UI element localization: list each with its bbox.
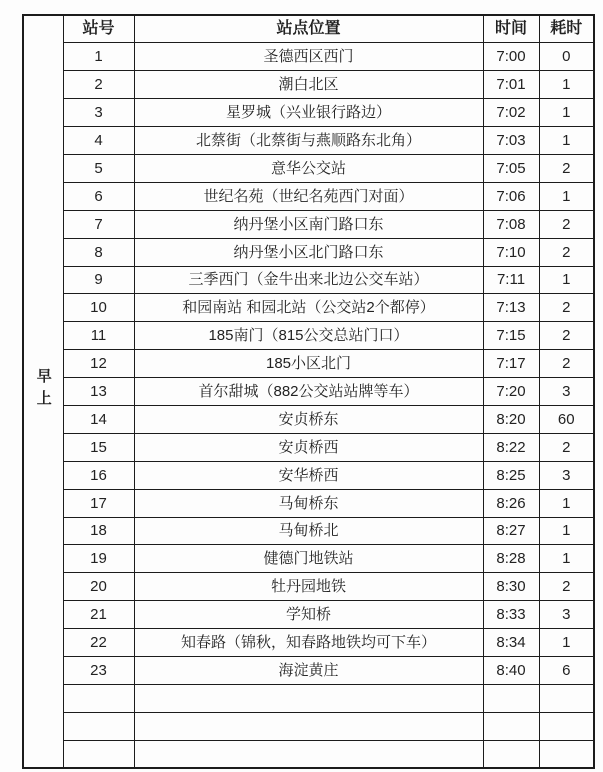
table-row xyxy=(23,154,594,182)
table-row xyxy=(23,71,594,99)
cell-location: 马甸桥东 xyxy=(134,489,483,517)
cell-elapsed: 1 xyxy=(539,71,594,99)
cell-location: 健德门地铁站 xyxy=(134,545,483,573)
cell-station-no xyxy=(63,740,134,768)
cell-location: 马甸桥北 xyxy=(134,517,483,545)
cell-location: 知春路（锦秋，知春路地铁均可下车） xyxy=(134,629,483,657)
table-row xyxy=(23,350,594,378)
table-row xyxy=(23,99,594,127)
cell-station-no: 12 xyxy=(63,350,134,378)
cell-elapsed: 3 xyxy=(539,601,594,629)
cell-location: 185小区北门 xyxy=(134,350,483,378)
cell-station-no: 3 xyxy=(63,99,134,127)
cell-time: 8:28 xyxy=(483,545,539,573)
cell-elapsed: 2 xyxy=(539,322,594,350)
cell-elapsed: 2 xyxy=(539,294,594,322)
cell-station-no: 7 xyxy=(63,210,134,238)
cell-location: 三季西门（金牛出来北边公交车站） xyxy=(134,266,483,294)
table-row xyxy=(23,629,594,657)
cell-time: 7:08 xyxy=(483,210,539,238)
cell-elapsed: 2 xyxy=(539,154,594,182)
cell-station-no: 13 xyxy=(63,378,134,406)
cell-station-no: 2 xyxy=(63,71,134,99)
period-label: 早上 xyxy=(34,368,52,413)
cell-location: 意华公交站 xyxy=(134,154,483,182)
table-row xyxy=(23,294,594,322)
cell-elapsed: 2 xyxy=(539,573,594,601)
cell-station-no: 1 xyxy=(63,43,134,71)
cell-location: 学知桥 xyxy=(134,601,483,629)
table-row xyxy=(23,238,594,266)
cell-station-no xyxy=(63,684,134,712)
cell-time: 7:13 xyxy=(483,294,539,322)
table-row xyxy=(23,656,594,684)
cell-station-no: 15 xyxy=(63,433,134,461)
cell-elapsed: 1 xyxy=(539,127,594,155)
cell-station-no: 20 xyxy=(63,573,134,601)
table-row xyxy=(23,461,594,489)
header-station-no: 站号 xyxy=(63,15,134,43)
cell-time: 7:03 xyxy=(483,127,539,155)
cell-time: 8:22 xyxy=(483,433,539,461)
cell-elapsed xyxy=(539,712,594,740)
cell-elapsed: 3 xyxy=(539,378,594,406)
cell-time: 7:01 xyxy=(483,71,539,99)
cell-location: 185南门（815公交总站门口） xyxy=(134,322,483,350)
cell-elapsed xyxy=(539,740,594,768)
cell-station-no: 8 xyxy=(63,238,134,266)
cell-station-no: 16 xyxy=(63,461,134,489)
cell-elapsed: 0 xyxy=(539,43,594,71)
cell-elapsed: 2 xyxy=(539,238,594,266)
table-row xyxy=(23,127,594,155)
table-row-empty xyxy=(23,740,594,768)
cell-location: 首尔甜城（882公交站站牌等车） xyxy=(134,378,483,406)
cell-station-no: 9 xyxy=(63,266,134,294)
header-time: 时间 xyxy=(483,15,539,43)
cell-station-no: 5 xyxy=(63,154,134,182)
cell-location: 和园南站 和园北站（公交站2个都停） xyxy=(134,294,483,322)
cell-elapsed: 1 xyxy=(539,629,594,657)
cell-elapsed: 2 xyxy=(539,210,594,238)
cell-location: 安贞桥西 xyxy=(134,433,483,461)
table-row-empty xyxy=(23,712,594,740)
cell-time: 7:06 xyxy=(483,182,539,210)
cell-location: 圣德西区西门 xyxy=(134,43,483,71)
cell-station-no: 11 xyxy=(63,322,134,350)
cell-time: 8:25 xyxy=(483,461,539,489)
table-row xyxy=(23,210,594,238)
cell-location: 海淀黄庄 xyxy=(134,656,483,684)
cell-time: 8:27 xyxy=(483,517,539,545)
table-row xyxy=(23,322,594,350)
cell-station-no: 14 xyxy=(63,405,134,433)
cell-station-no: 4 xyxy=(63,127,134,155)
cell-location xyxy=(134,712,483,740)
cell-location: 安华桥西 xyxy=(134,461,483,489)
table-row xyxy=(23,266,594,294)
cell-time: 7:11 xyxy=(483,266,539,294)
cell-station-no: 21 xyxy=(63,601,134,629)
table-row xyxy=(23,405,594,433)
cell-time: 7:10 xyxy=(483,238,539,266)
cell-elapsed: 1 xyxy=(539,517,594,545)
period-label-cell xyxy=(23,15,63,768)
cell-time xyxy=(483,712,539,740)
cell-location: 纳丹堡小区南门路口东 xyxy=(134,210,483,238)
cell-time: 8:40 xyxy=(483,656,539,684)
cell-location: 潮白北区 xyxy=(134,71,483,99)
table-row xyxy=(23,573,594,601)
cell-location: 星罗城（兴业银行路边） xyxy=(134,99,483,127)
cell-elapsed: 1 xyxy=(539,489,594,517)
cell-elapsed: 1 xyxy=(539,99,594,127)
table-row xyxy=(23,601,594,629)
cell-location: 牡丹园地铁 xyxy=(134,573,483,601)
cell-location xyxy=(134,684,483,712)
header-row xyxy=(23,15,594,43)
cell-time: 7:20 xyxy=(483,378,539,406)
cell-time: 7:17 xyxy=(483,350,539,378)
cell-station-no: 6 xyxy=(63,182,134,210)
table-row xyxy=(23,489,594,517)
cell-station-no: 23 xyxy=(63,656,134,684)
cell-station-no: 17 xyxy=(63,489,134,517)
cell-elapsed: 60 xyxy=(539,405,594,433)
cell-time xyxy=(483,684,539,712)
cell-location: 北蔡街（北蔡街与燕顺路东北角） xyxy=(134,127,483,155)
table-row xyxy=(23,43,594,71)
table-row xyxy=(23,182,594,210)
cell-location xyxy=(134,740,483,768)
cell-time: 8:26 xyxy=(483,489,539,517)
cell-time: 8:34 xyxy=(483,629,539,657)
cell-time: 8:30 xyxy=(483,573,539,601)
cell-time: 7:02 xyxy=(483,99,539,127)
cell-station-no: 22 xyxy=(63,629,134,657)
table-row xyxy=(23,545,594,573)
cell-location: 纳丹堡小区北门路口东 xyxy=(134,238,483,266)
cell-location: 安贞桥东 xyxy=(134,405,483,433)
cell-time xyxy=(483,740,539,768)
cell-elapsed: 3 xyxy=(539,461,594,489)
cell-elapsed: 1 xyxy=(539,182,594,210)
cell-elapsed: 1 xyxy=(539,545,594,573)
header-location: 站点位置 xyxy=(134,15,483,43)
cell-elapsed: 1 xyxy=(539,266,594,294)
table-row-empty xyxy=(23,684,594,712)
cell-time: 8:33 xyxy=(483,601,539,629)
cell-time: 8:20 xyxy=(483,405,539,433)
cell-station-no: 10 xyxy=(63,294,134,322)
cell-elapsed: 2 xyxy=(539,433,594,461)
cell-elapsed: 6 xyxy=(539,656,594,684)
cell-station-no: 19 xyxy=(63,545,134,573)
header-elapsed: 耗时 xyxy=(539,15,594,43)
cell-location: 世纪名苑（世纪名苑西门对面） xyxy=(134,182,483,210)
table-row xyxy=(23,433,594,461)
cell-time: 7:05 xyxy=(483,154,539,182)
cell-elapsed xyxy=(539,684,594,712)
table-row xyxy=(23,378,594,406)
cell-time: 7:00 xyxy=(483,43,539,71)
cell-station-no xyxy=(63,712,134,740)
table-row xyxy=(23,517,594,545)
cell-time: 7:15 xyxy=(483,322,539,350)
cell-station-no: 18 xyxy=(63,517,134,545)
cell-elapsed: 2 xyxy=(539,350,594,378)
bus-schedule-table xyxy=(22,14,595,769)
